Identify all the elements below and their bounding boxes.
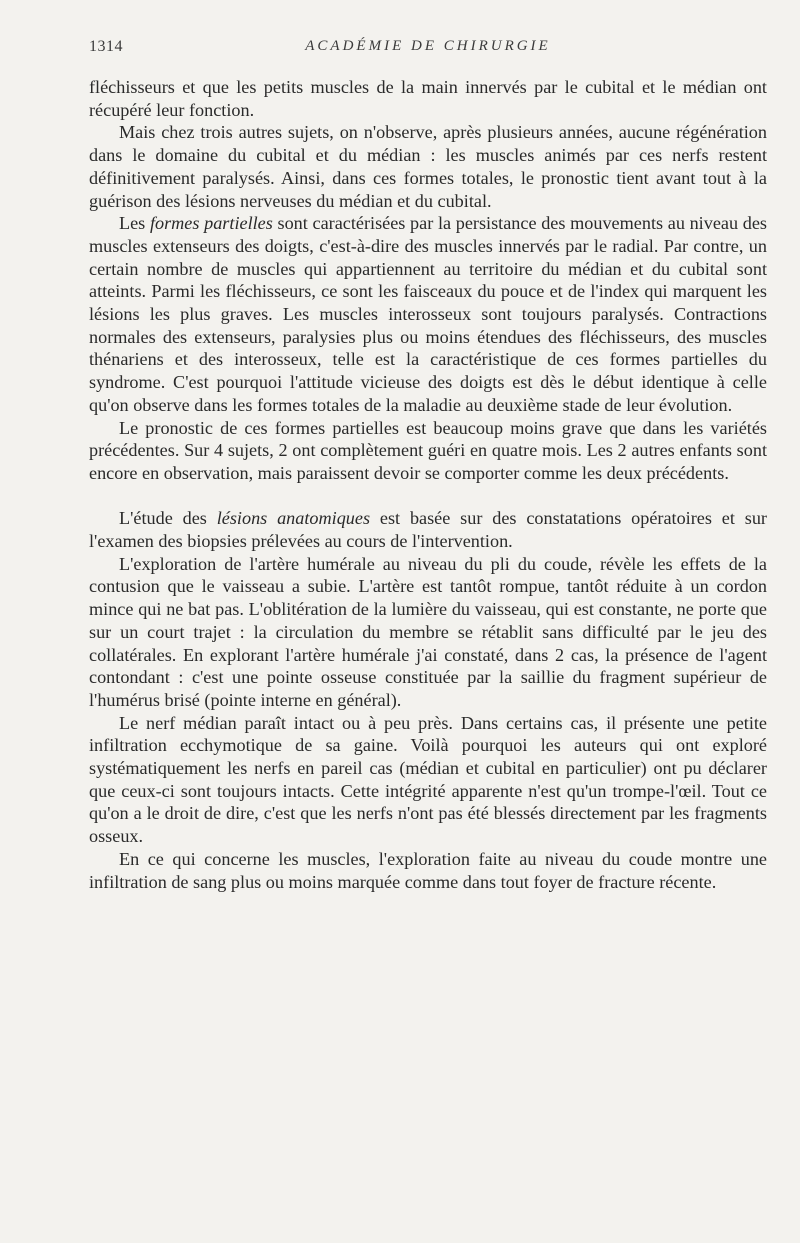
paragraph: fléchisseurs et que les petits muscles de la main innervés par le cubital et le médian ont récupéré leur fonction.: [89, 77, 767, 120]
paragraph: En ce qui concerne les muscles, l'exploration faite au niveau du coude montre une infiltration de sang plus ou moins marquée comme dans tout foyer de fracture récente.: [89, 848, 767, 892]
paragraph: Mais chez trois autres sujets, on n'observe, après plusieurs années, aucune régénération dans le domaine du cubital et du médian : les muscles animés par ces nerfs restent définitivement paralysés. Ainsi, dans ces formes totales, le pronostic tient avant tout à la guérison des lésions nerveuses du médian et du cubital.: [89, 122, 767, 211]
emphasis-lesions-anatomiques: lésions anatomiques: [216, 508, 371, 529]
paragraph: [89, 212, 767, 416]
paragraph-text: L'étude des: [119, 508, 217, 529]
emphasis-formes-partielles: formes partielles: [149, 213, 273, 234]
paragraph-text: sont caractérisées par la persistance des mouvements au niveau des muscles extenseurs des doigts, c'est-à-dire des muscles innervés par le radial. Par contre, un certain nombre de muscles qui appartiennent au territoire du médian et du cubital sont atteints. Parmi les fléchisseurs, ce sont les faisceaux du pouce et de l'index qui marquent les lésions les plus graves. Les muscles interosseux sont toujours paralysés. Contractions normales des extenseurs, paralysies plus ou moins étendues des fléchisseurs, des muscles thénariens et des interosseux, telle est la caractéristique de ces formes partielles du syndrome. C'est pourquoi l'attitude vicieuse des doigts est dès le début identique à celle qu'on observe dans les formes totales de la maladie au deuxième stade de leur évolution.: [89, 213, 767, 415]
paragraph: Le pronostic de ces formes partielles est beaucoup moins grave que dans les variétés précédentes. Sur 4 sujets, 2 ont complètement guéri en quatre mois. Les 2 autres enfants sont encore en observation, mais paraissent devoir se comporter comme les deux précédents.: [89, 417, 767, 483]
paragraph-text: Les: [119, 213, 150, 234]
paragraph: Le nerf médian paraît intact ou à peu près. Dans certains cas, il présente une petite infiltration ecchymotique de sa gaine. Voilà pourquoi les auteurs qui ont exploré systématiquement les nerfs en pareil cas (médian et cubital en particulier) ont pu déclarer que ceux-ci sont toujours intacts. Cette intégrité apparente n'est qu'un trompe-l'œil. Tout ce qu'on a le droit de dire, c'est que les nerfs n'ont pas été blessés directement par les fragments osseux.: [89, 712, 767, 847]
page-number: 1314: [89, 38, 123, 55]
body-text: [89, 76, 767, 893]
running-title: ACADÉMIE DE CHIRURGIE: [305, 38, 551, 54]
page-header: [89, 38, 767, 60]
paragraph: L'exploration de l'artère humérale au niveau du pli du coude, révèle les effets de la contusion que le vaisseau a subie. L'artère est tantôt rompue, tantôt réduite à un cordon mince qui ne bat pas. L'oblitération de la lumière du vaisseau, qui est constante, ne porte que sur un court trajet : la circulation du membre se rétablit sans difficulté par le jeu des collatérales. En explorant l'artère humérale j'ai constaté, dans 2 cas, la présence de l'agent contondant : c'est une pointe osseuse constituée par la saillie du fragment supérieur de l'humérus brisé (pointe interne en général).: [89, 553, 767, 710]
paragraph-text: est basée sur des constatations opératoires et sur l'examen des biopsies prélevées au cours de l'intervention.: [89, 508, 767, 552]
paragraph: [89, 507, 767, 552]
